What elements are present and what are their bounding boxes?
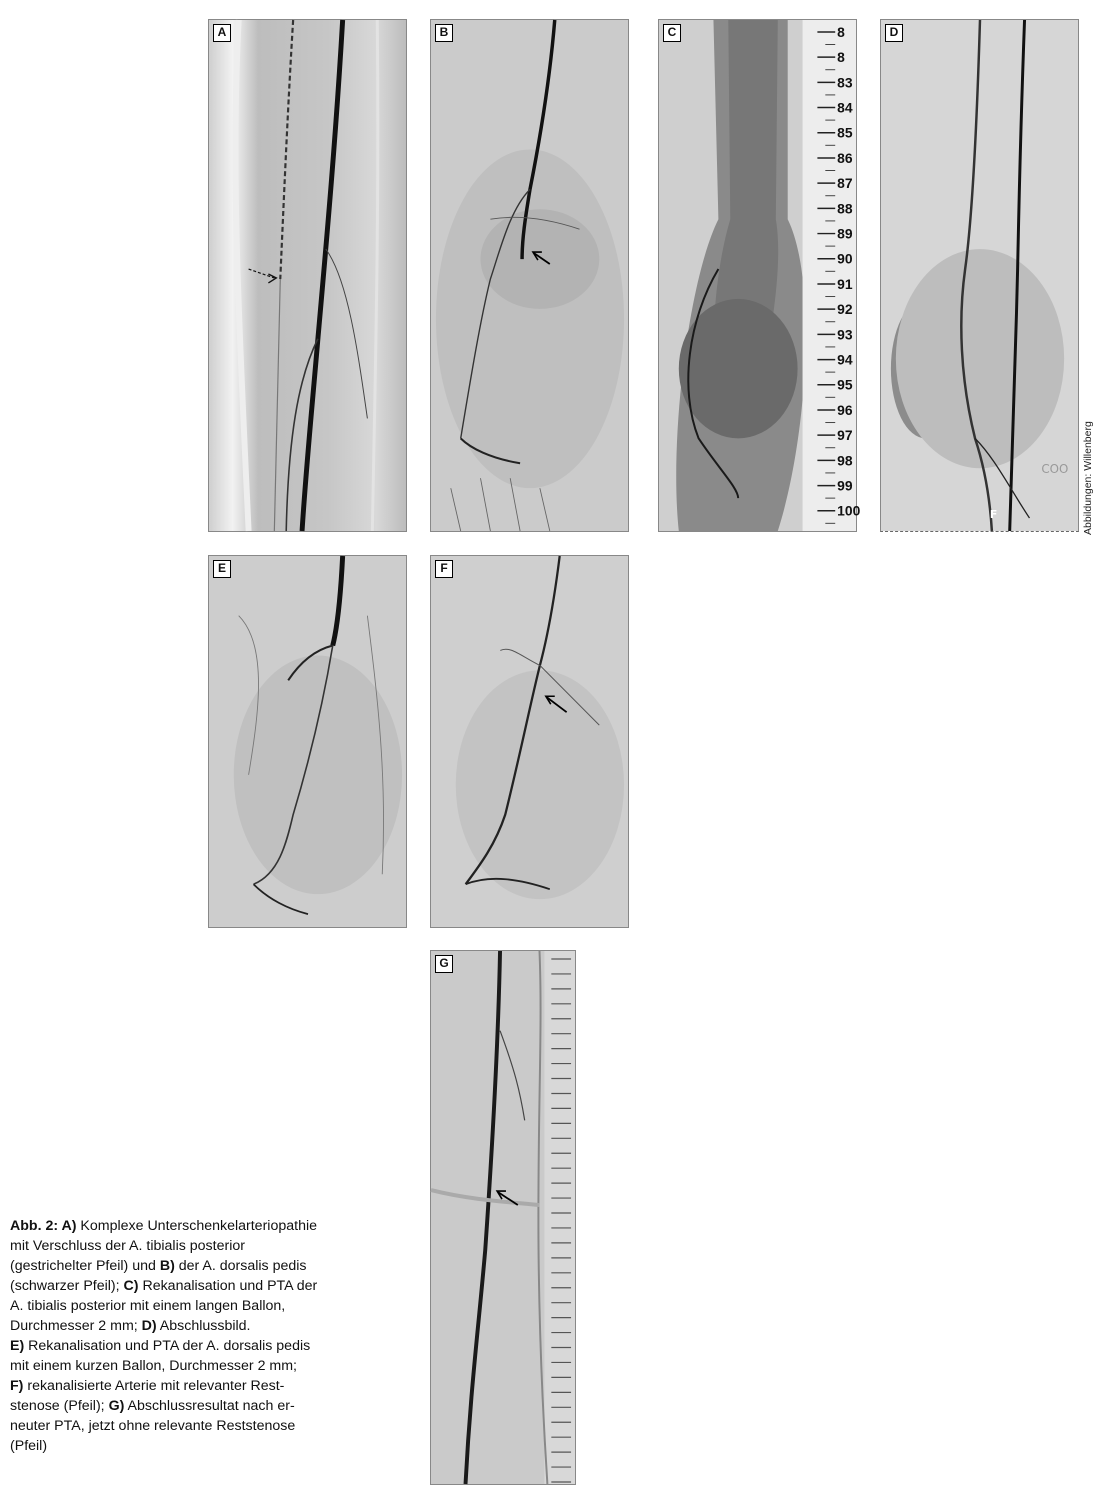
panel-d-watermark: COO [1041,462,1069,477]
caption-text: neuter PTA, jetzt ohne relevante Reststenose [10,1418,296,1434]
panel-label-f: F [435,560,453,578]
caption-line [10,1316,385,1336]
caption-text: (gestrichelter Pfeil) und [10,1258,160,1274]
ruler-label: 96 [837,401,853,418]
caption-line [10,1356,385,1376]
ruler-label: 85 [837,124,853,141]
ruler-label: 98 [837,452,853,469]
ruler-label: 99 [837,477,853,494]
panel-label-c: C [663,24,681,42]
ruler-label: 83 [837,74,853,91]
angiogram-a [209,20,406,531]
caption-text: stenose (Pfeil); [10,1398,109,1414]
panel-label-d: D [885,24,903,42]
caption-text: Durchmesser 2 mm; [10,1318,142,1334]
caption-text: rekanalisierte Arterie mit relevanter Rest- [23,1378,285,1394]
caption-line [10,1236,385,1256]
panel-c [658,19,861,532]
caption-text: (schwarzer Pfeil); [10,1278,124,1294]
panel-label-g: G [435,955,453,973]
caption-panel-ref: E) [10,1338,25,1354]
panel-a [208,19,407,532]
ruler-label: 92 [837,301,853,318]
caption-panel-ref: D) [141,1318,157,1334]
caption-text: Komplexe Unterschenkelarteriopathie [76,1218,317,1234]
ruler-label: 90 [837,250,853,267]
figure-caption [10,1216,385,1456]
panel-label-e: E [213,560,231,578]
caption-line [10,1376,385,1396]
caption-panel-ref: G) [108,1398,125,1414]
ruler-label: 87 [837,175,853,192]
panel-f [430,555,629,928]
panel-label-a: A [213,24,231,42]
caption-text: Abschlussresultat nach er- [124,1398,295,1414]
caption-line [10,1416,385,1436]
caption-panel-ref: B) [159,1258,175,1274]
caption-line [10,1396,385,1416]
ruler-label: 95 [837,376,853,393]
image-credit: Abbildungen: Willenberg [1082,421,1094,535]
caption-text: Abschlussbild. [156,1318,251,1334]
caption-line [10,1256,385,1276]
panel-e [208,555,407,928]
caption-line [10,1276,385,1296]
panel-g [430,950,576,1485]
ruler-label: 8 [837,49,845,66]
angiogram-f [431,556,628,927]
ruler-label: 84 [837,99,853,116]
angiogram-b [431,20,628,531]
caption-panel-ref: C) [123,1278,139,1294]
caption-text: mit einem kurzen Ballon, Durchmesser 2 mm; [10,1358,297,1374]
ruler-label: 97 [837,427,853,444]
caption-text: Rekanalisation und PTA der A. dorsalis pedis [24,1338,311,1354]
caption-line [10,1216,385,1236]
ruler-label: 8 [837,23,845,40]
ruler-label: 100 [837,502,861,519]
ruler-label: 86 [837,149,853,166]
ruler-label: 89 [837,225,853,242]
panel-b [430,19,629,532]
ruler-label: 88 [837,200,853,217]
ruler-label: 94 [837,351,853,368]
fluoroscopy-c [659,20,861,531]
caption-panel-ref: F) [10,1378,24,1394]
caption-line [10,1436,385,1456]
panel-label-b: B [435,24,453,42]
angiogram-d [881,20,1078,531]
caption-text: mit Verschluss der A. tibialis posterior [10,1238,245,1254]
angiogram-g [431,951,575,1484]
ruler-label: 93 [837,326,853,343]
angiogram-e [209,556,406,927]
caption-line [10,1336,385,1356]
caption-text: der A. dorsalis pedis [174,1258,307,1274]
caption-panel-ref: Abb. 2: A) [10,1218,77,1234]
caption-text: A. tibialis posterior mit einem langen Ballon, [10,1298,286,1314]
caption-text: Rekanalisation und PTA der [138,1278,318,1294]
panel-d [880,19,1079,532]
caption-line [10,1296,385,1316]
panel-d-marker: F [989,508,998,522]
ruler-label: 91 [837,275,853,292]
caption-text: (Pfeil) [10,1438,48,1454]
